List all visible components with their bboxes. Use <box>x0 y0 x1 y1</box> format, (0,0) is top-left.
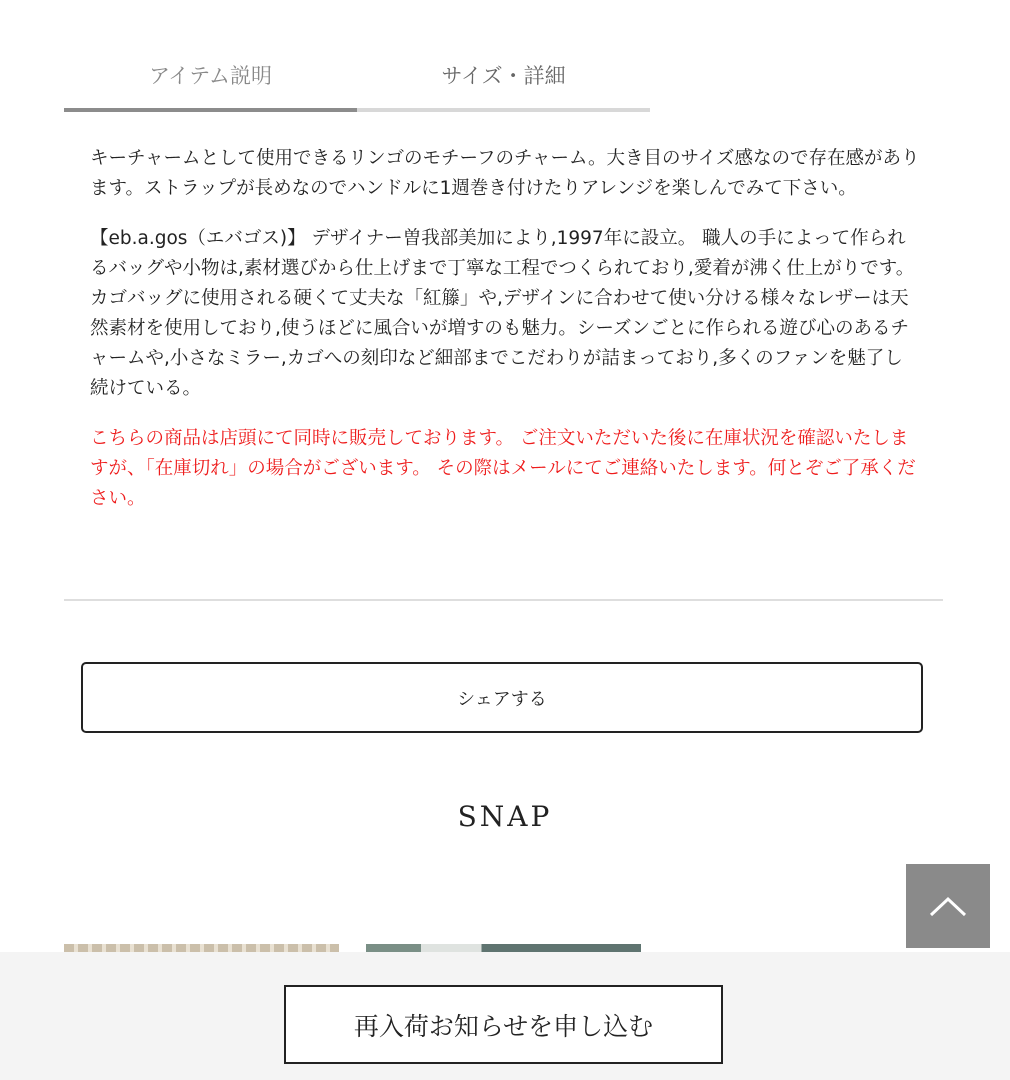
tab-indicator-track <box>64 108 650 112</box>
chevron-up-icon <box>928 894 968 918</box>
item-tabs <box>64 40 650 112</box>
tab-item-description[interactable]: アイテム説明 <box>148 64 273 88</box>
tab-size-details[interactable]: サイズ・詳細 <box>441 64 566 88</box>
snap-heading: SNAP <box>457 800 553 833</box>
brand-paragraph: 【eb.a.gos（エバゴス)】 デザイナー曽我部美加により,1997年に設立。 職人の手によって作られるバッグや小物は,素材選びから仕上げまで丁寧な工程でつくられており,愛着が沸く仕上がりです。 カゴバッグに使用される硬くて丈夫な「紅籐」や,デザインに合わせて使い分ける様々なレザーは天然素材を使用しており,使うほどに風合いが増すのも魅力。シーズンごとに作られる遊び心のあるチャームや,小さなミラー,カゴへの刻印など細部までこだわりが詰まっており,多くのファンを魅了し続けている。 <box>90 228 915 399</box>
section-divider <box>64 599 943 601</box>
stock-notice: こちらの商品は店頭にて同時に販売しております。 ご注文いただいた後に在庫状況を確認いたしますが、「在庫切れ」の場合がございます。 その際はメールにてご連絡いたします。何とぞご了承ください。 <box>90 428 916 509</box>
item-description <box>90 144 920 534</box>
description-paragraph: キーチャームとして使用できるリンゴのモチーフのチャーム。大き目のサイズ感なので存在感があります。ストラップが長めなのでハンドルに1週巻き付けたりアレンジを楽しんでみて下さい。 <box>90 148 920 199</box>
tab-active-indicator <box>64 108 357 112</box>
share-button[interactable]: シェアする <box>81 662 923 733</box>
bottom-action-bar <box>0 952 1010 1080</box>
scroll-to-top-button[interactable] <box>906 864 990 948</box>
restock-notify-button[interactable]: 再入荷お知らせを申し込む <box>284 985 723 1064</box>
